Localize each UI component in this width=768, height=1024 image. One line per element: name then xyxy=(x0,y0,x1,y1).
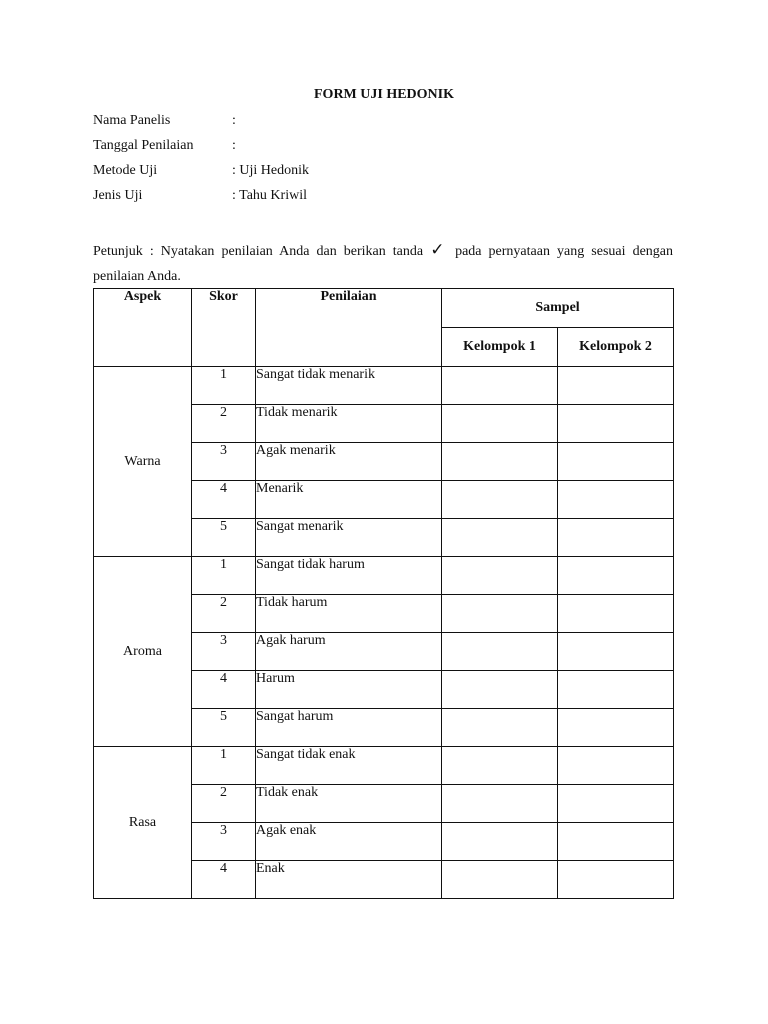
header-penilaian: Penilaian xyxy=(256,289,442,367)
kelompok-2-check-cell[interactable] xyxy=(558,671,674,709)
penilaian-cell: Agak enak xyxy=(256,823,442,861)
kelompok-1-check-cell[interactable] xyxy=(442,481,558,519)
kelompok-1-check-cell[interactable] xyxy=(442,709,558,747)
kelompok-2-check-cell[interactable] xyxy=(558,405,674,443)
kelompok-2-check-cell[interactable] xyxy=(558,519,674,557)
kelompok-1-check-cell[interactable] xyxy=(442,785,558,823)
table-row xyxy=(94,557,674,595)
penilaian-cell: Menarik xyxy=(256,481,442,519)
aspek-cell-warna: Warna xyxy=(94,367,192,557)
info-section xyxy=(93,112,309,212)
header-sampel: Sampel xyxy=(442,289,674,328)
header-skor: Skor xyxy=(192,289,256,367)
info-label: Nama Panelis xyxy=(93,113,171,128)
table-row xyxy=(94,367,674,405)
penilaian-cell: Sangat menarik xyxy=(256,519,442,557)
kelompok-2-check-cell[interactable] xyxy=(558,709,674,747)
header-aspek: Aspek xyxy=(94,289,192,367)
kelompok-1-check-cell[interactable] xyxy=(442,405,558,443)
hedonic-table xyxy=(93,288,674,899)
kelompok-1-check-cell[interactable] xyxy=(442,557,558,595)
aspek-cell-rasa: Rasa xyxy=(94,747,192,899)
kelompok-1-check-cell[interactable] xyxy=(442,595,558,633)
penilaian-cell: Agak menarik xyxy=(256,443,442,481)
kelompok-1-check-cell[interactable] xyxy=(442,519,558,557)
checkmark-icon: ✓ xyxy=(430,240,448,260)
penilaian-cell: Sangat tidak harum xyxy=(256,557,442,595)
info-value: : Tahu Kriwil xyxy=(232,188,307,203)
penilaian-cell: Enak xyxy=(256,861,442,899)
penilaian-cell: Tidak enak xyxy=(256,785,442,823)
instruction-text xyxy=(93,238,673,289)
kelompok-1-check-cell[interactable] xyxy=(442,861,558,899)
info-label: Jenis Uji xyxy=(93,188,143,203)
skor-cell: 3 xyxy=(192,443,256,481)
skor-cell: 5 xyxy=(192,519,256,557)
skor-cell: 2 xyxy=(192,785,256,823)
skor-cell: 4 xyxy=(192,861,256,899)
kelompok-2-check-cell[interactable] xyxy=(558,481,674,519)
info-row-tanggal-penilaian xyxy=(93,137,309,162)
skor-cell: 2 xyxy=(192,595,256,633)
penilaian-cell: Sangat tidak enak xyxy=(256,747,442,785)
kelompok-2-check-cell[interactable] xyxy=(558,557,674,595)
kelompok-2-check-cell[interactable] xyxy=(558,785,674,823)
info-row-metode-uji xyxy=(93,162,309,187)
penilaian-cell: Harum xyxy=(256,671,442,709)
table-body xyxy=(94,367,674,899)
info-value[interactable]: : xyxy=(232,138,236,153)
info-row-nama-panelis xyxy=(93,112,309,137)
skor-cell: 2 xyxy=(192,405,256,443)
table-row xyxy=(94,747,674,785)
kelompok-2-check-cell[interactable] xyxy=(558,861,674,899)
penilaian-cell: Tidak menarik xyxy=(256,405,442,443)
form-title: FORM UJI HEDONIK xyxy=(314,87,454,102)
penilaian-cell: Tidak harum xyxy=(256,595,442,633)
header-kelompok-2: Kelompok 2 xyxy=(558,328,674,367)
header-kelompok-1: Kelompok 1 xyxy=(442,328,558,367)
skor-cell: 4 xyxy=(192,671,256,709)
info-label: Tanggal Penilaian xyxy=(93,138,194,153)
kelompok-1-check-cell[interactable] xyxy=(442,443,558,481)
kelompok-2-check-cell[interactable] xyxy=(558,747,674,785)
penilaian-cell: Sangat tidak menarik xyxy=(256,367,442,405)
skor-cell: 3 xyxy=(192,823,256,861)
instruction-before: Petunjuk : Nyatakan penilaian Anda dan berikan tanda xyxy=(93,244,424,259)
skor-cell: 1 xyxy=(192,367,256,405)
kelompok-2-check-cell[interactable] xyxy=(558,367,674,405)
skor-cell: 1 xyxy=(192,747,256,785)
info-value[interactable]: : xyxy=(232,113,236,128)
penilaian-cell: Sangat harum xyxy=(256,709,442,747)
skor-cell: 4 xyxy=(192,481,256,519)
table-header xyxy=(94,289,674,367)
kelompok-1-check-cell[interactable] xyxy=(442,823,558,861)
info-row-jenis-uji xyxy=(93,187,309,212)
info-value: : Uji Hedonik xyxy=(232,163,309,178)
skor-cell: 1 xyxy=(192,557,256,595)
kelompok-1-check-cell[interactable] xyxy=(442,671,558,709)
kelompok-2-check-cell[interactable] xyxy=(558,823,674,861)
skor-cell: 3 xyxy=(192,633,256,671)
kelompok-2-check-cell[interactable] xyxy=(558,595,674,633)
penilaian-cell: Agak harum xyxy=(256,633,442,671)
kelompok-1-check-cell[interactable] xyxy=(442,633,558,671)
kelompok-2-check-cell[interactable] xyxy=(558,633,674,671)
instruction-after: pada pernyataan yang sesuai dengan penilaian Anda. xyxy=(93,244,673,284)
kelompok-2-check-cell[interactable] xyxy=(558,443,674,481)
kelompok-1-check-cell[interactable] xyxy=(442,367,558,405)
kelompok-1-check-cell[interactable] xyxy=(442,747,558,785)
aspek-cell-aroma: Aroma xyxy=(94,557,192,747)
skor-cell: 5 xyxy=(192,709,256,747)
info-label: Metode Uji xyxy=(93,163,158,178)
